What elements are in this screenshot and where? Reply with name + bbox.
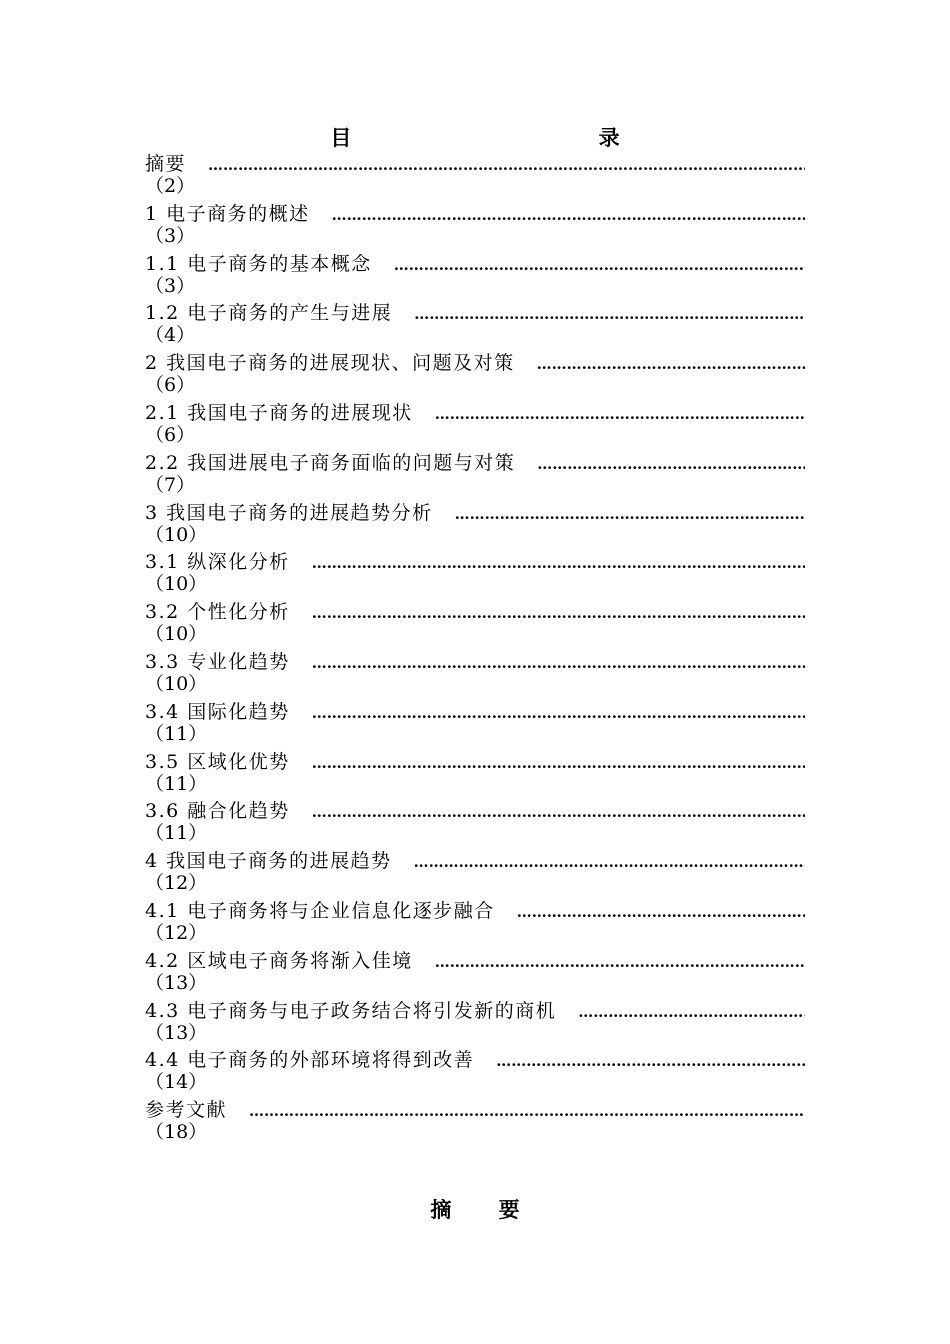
toc-entry-page: （10） <box>145 623 208 646</box>
toc-entry-label: 3.6 融合化趋势 <box>145 800 290 822</box>
toc-entry[interactable] <box>145 249 805 299</box>
toc-leader-dots <box>290 554 805 572</box>
toc-entry[interactable] <box>145 398 805 448</box>
toc-leader-dots <box>290 654 805 672</box>
toc-entry[interactable] <box>145 896 805 946</box>
toc-entry-label: 3.5 区域化优势 <box>145 750 290 772</box>
toc-entry[interactable] <box>145 1045 805 1095</box>
toc-leader-dots <box>515 455 805 473</box>
toc-entry-page: （6） <box>145 374 196 397</box>
toc-entry-page: （12） <box>145 921 208 944</box>
toc-leader-dots <box>556 1003 805 1021</box>
toc-entry-page: （10） <box>145 672 208 695</box>
toc-leader-dots <box>433 505 805 523</box>
toc-leader-dots <box>290 754 805 772</box>
toc-entry-label: 2.2 我国进展电子商务面临的问题与对策 <box>145 451 516 473</box>
toc-entry-page: （12） <box>145 872 208 895</box>
toc-entry[interactable] <box>145 796 805 846</box>
toc-entry[interactable] <box>145 846 805 896</box>
toc-entry-page: （13） <box>145 1021 208 1044</box>
toc-entry-label: 1 电子商务的概述 <box>145 202 310 224</box>
toc-entry-label: 4 我国电子商务的进展趋势 <box>145 850 392 872</box>
toc-entry-page: （18） <box>145 1121 208 1144</box>
toc-entry[interactable] <box>145 1095 805 1145</box>
toc-entry[interactable] <box>145 996 805 1046</box>
toc-entry-page: （2） <box>145 175 196 197</box>
toc-leader-dots <box>413 953 805 971</box>
toc-entry-label: 3 我国电子商务的进展趋势分析 <box>145 501 433 523</box>
toc-entry-page: （11） <box>145 722 208 745</box>
toc-entry-page: （3） <box>145 224 196 247</box>
toc-leader-dots <box>413 405 805 423</box>
toc-entry[interactable] <box>145 946 805 996</box>
toc-entry[interactable] <box>145 498 805 548</box>
toc-entry-page: （6） <box>145 423 196 446</box>
toc-entry-label: 4.3 电子商务与电子政务结合将引发新的商机 <box>145 999 557 1021</box>
toc-entry-page: （11） <box>145 822 208 845</box>
toc-leader-dots <box>290 704 805 722</box>
toc-entry-page: （13） <box>145 971 208 994</box>
toc-entry-label: 3.3 专业化趋势 <box>145 650 290 672</box>
toc-entry[interactable] <box>145 149 805 199</box>
toc-leader-dots <box>392 853 805 871</box>
toc-entry[interactable] <box>145 597 805 647</box>
toc-entry-label: 3.2 个性化分析 <box>145 601 290 623</box>
toc-leader-dots <box>372 256 805 274</box>
toc-leader-dots <box>515 355 805 373</box>
toc-entry-page: （4） <box>145 324 196 347</box>
toc-entry-page: （10） <box>145 523 208 546</box>
toc-entry[interactable] <box>145 298 805 348</box>
toc-leader-dots <box>186 156 805 174</box>
toc-entry-page: （7） <box>145 473 196 496</box>
toc-entry-label: 4.2 区域电子商务将渐入佳境 <box>145 949 413 971</box>
toc-entry[interactable] <box>145 697 805 747</box>
toc-leader-dots <box>290 803 805 821</box>
toc-entry-page: （11） <box>145 772 208 795</box>
toc-title: 目 录 <box>330 125 740 150</box>
toc-entry-label: 2 我国电子商务的进展现状、问题及对策 <box>145 352 515 374</box>
toc-entry-label: 1.1 电子商务的基本概念 <box>145 252 372 274</box>
toc-entry-label: 2.1 我国电子商务的进展现状 <box>145 401 413 423</box>
abstract-heading: 摘 要 <box>430 1197 540 1222</box>
toc-entry-label: 参考文献 <box>145 1099 228 1121</box>
toc-entry[interactable] <box>145 348 805 398</box>
toc-entry[interactable] <box>145 199 805 249</box>
toc-leader-dots <box>227 1102 805 1120</box>
table-of-contents <box>145 149 805 1145</box>
toc-entry-label: 3.4 国际化趋势 <box>145 700 290 722</box>
toc-leader-dots <box>392 305 805 323</box>
toc-entry-label: 3.1 纵深化分析 <box>145 551 290 573</box>
toc-entry-label: 1.2 电子商务的产生与进展 <box>145 302 393 324</box>
toc-entry-label: 摘要 <box>145 153 187 174</box>
toc-leader-dots <box>310 206 805 224</box>
toc-entry[interactable] <box>145 647 805 697</box>
toc-entry-page: （10） <box>145 573 208 596</box>
toc-entry[interactable] <box>145 547 805 597</box>
toc-entry-page: （3） <box>145 274 196 297</box>
toc-leader-dots <box>290 604 805 622</box>
toc-leader-dots <box>474 1052 805 1070</box>
toc-entry-page: （14） <box>145 1071 208 1094</box>
toc-entry-label: 4.1 电子商务将与企业信息化逐步融合 <box>145 899 495 921</box>
toc-entry[interactable] <box>145 448 805 498</box>
toc-entry[interactable] <box>145 747 805 797</box>
toc-leader-dots <box>495 903 805 921</box>
toc-entry-label: 4.4 电子商务的外部环境将得到改善 <box>145 1049 475 1071</box>
